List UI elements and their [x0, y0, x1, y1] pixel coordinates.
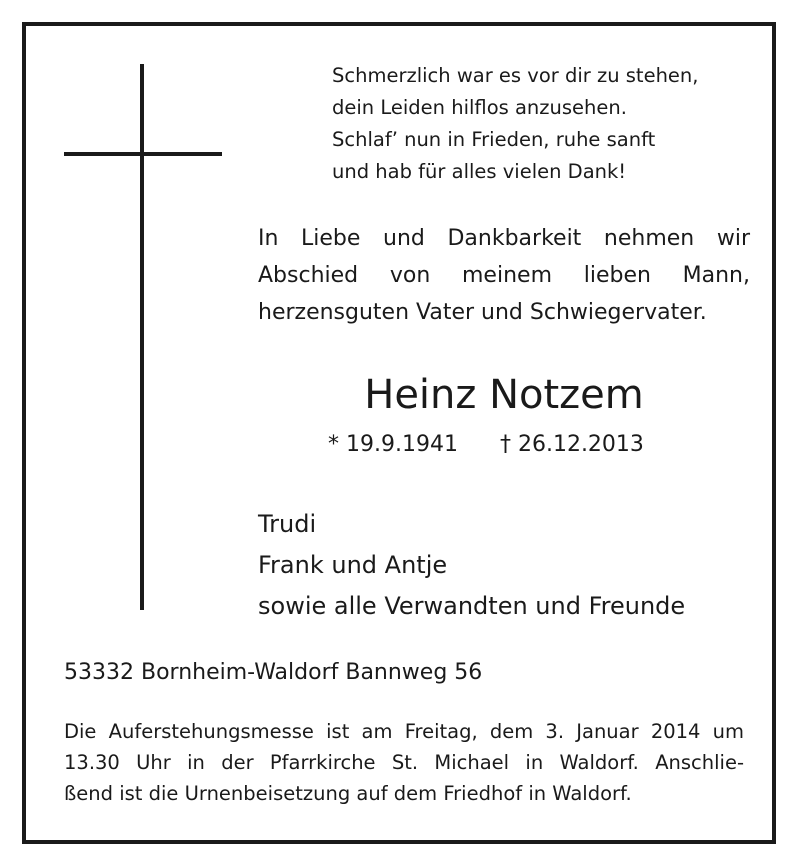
farewell-statement — [258, 220, 750, 331]
life-dates — [328, 430, 644, 460]
verse-line: Schmerzlich war es vor dir zu stehen, — [332, 64, 699, 87]
statement-line: herzensguten Vater und Schwiegervater. — [258, 300, 707, 325]
service-line: Die Auferstehungsmesse ist am Freitag, dem 3. Januar 2014 um — [64, 720, 744, 743]
mourner: sowie alle Verwandten und Freunde — [258, 592, 686, 620]
obituary-frame — [22, 22, 776, 844]
service-line: 13.30 Uhr in der Pfarrkirche St. Michael in Waldorf. Anschlie- — [64, 751, 744, 774]
cross-icon-horizontal-bar — [64, 152, 222, 156]
verse-line: Schlaf’ nun in Frieden, ruhe sanft — [332, 128, 656, 151]
deceased-name: Heinz Notzem — [364, 372, 644, 418]
mourner: Trudi — [258, 510, 317, 538]
death-date: † 26.12.2013 — [499, 432, 644, 457]
memorial-verse — [332, 60, 772, 188]
statement-line: In Liebe und Dankbarkeit nehmen wir — [258, 226, 750, 251]
mourner: Frank und Antje — [258, 551, 448, 579]
verse-line: und hab für alles vielen Dank! — [332, 160, 627, 183]
verse-line: dein Leiden hilflos anzusehen. — [332, 96, 627, 119]
birth-date: * 19.9.1941 — [328, 432, 458, 457]
cross-icon-vertical-bar — [140, 64, 144, 610]
service-line: ßend ist die Urnenbeisetzung auf dem Friedhof in Waldorf. — [64, 782, 632, 805]
family-address: 53332 Bornheim-Waldorf Bannweg 56 — [64, 660, 483, 685]
statement-line: Abschied von meinem lieben Mann, — [258, 263, 750, 288]
mourners-list — [258, 504, 685, 627]
service-notice — [64, 716, 744, 809]
